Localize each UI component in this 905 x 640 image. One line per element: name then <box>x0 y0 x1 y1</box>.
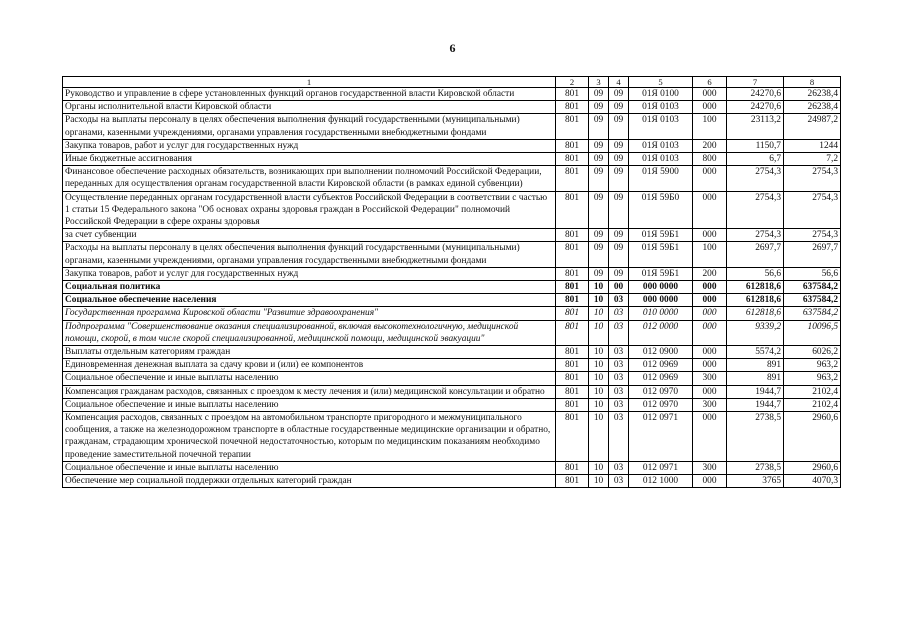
table-row <box>63 166 841 191</box>
header-cell: 1 <box>63 77 556 88</box>
subsection-cell: 09 <box>609 153 629 166</box>
row-name-cell: Единовременная денежная выплата за сдачу крови и (или) ее компонентов <box>63 359 556 372</box>
row-name-cell: Закупка товаров, работ и услуг для государственных нужд <box>63 139 556 152</box>
table-row <box>63 191 841 229</box>
target-item-cell: 01Я 0103 <box>629 114 693 139</box>
target-item-cell: 012 0900 <box>629 346 693 359</box>
gov-code-cell: 801 <box>556 88 589 101</box>
table-row <box>63 139 841 152</box>
expense-type-cell: 000 <box>693 229 727 242</box>
section-cell: 10 <box>589 359 609 372</box>
amount-col7-cell: 1150,7 <box>727 139 784 152</box>
section-cell: 10 <box>589 294 609 307</box>
target-item-cell: 01Я 59Б1 <box>629 229 693 242</box>
amount-col7-cell: 56,6 <box>727 267 784 280</box>
amount-col8-cell: 6026,2 <box>784 346 841 359</box>
gov-code-cell: 801 <box>556 461 589 474</box>
gov-code-cell: 801 <box>556 229 589 242</box>
amount-col7-cell: 2754,3 <box>727 229 784 242</box>
gov-code-cell: 801 <box>556 139 589 152</box>
target-item-cell: 000 0000 <box>629 281 693 294</box>
table-row <box>63 320 841 345</box>
subsection-cell: 09 <box>609 242 629 267</box>
table-row <box>63 153 841 166</box>
amount-col7-cell: 2738,5 <box>727 412 784 462</box>
row-name-cell: Социальное обеспечение и иные выплаты населению <box>63 372 556 385</box>
expense-type-cell: 100 <box>693 242 727 267</box>
amount-col8-cell: 7,2 <box>784 153 841 166</box>
expense-type-cell: 000 <box>693 281 727 294</box>
subsection-cell: 00 <box>609 281 629 294</box>
amount-col8-cell: 963,2 <box>784 372 841 385</box>
amount-col8-cell: 26238,4 <box>784 88 841 101</box>
row-name-cell: Подпрограмма "Совершенствование оказания специализированной, включая высокотехнологичную, медицинской помощи, скорой, в том числе скорой специализированной, медицинской помощи, медицинской эвакуации" <box>63 320 556 345</box>
header-cell: 3 <box>589 77 609 88</box>
amount-col8-cell: 2960,6 <box>784 461 841 474</box>
table-row <box>63 359 841 372</box>
amount-col8-cell: 56,6 <box>784 267 841 280</box>
header-cell: 2 <box>556 77 589 88</box>
target-item-cell: 01Я 0100 <box>629 88 693 101</box>
section-cell: 09 <box>589 153 609 166</box>
amount-col8-cell: 2754,3 <box>784 166 841 191</box>
section-cell: 10 <box>589 346 609 359</box>
row-name-cell: Финансовое обеспечение расходных обязательств, возникающих при выполнении полномочий Российской Федерации, переданных для осуществления органам государственной власти Кировской области (в рамках единой субвенции) <box>63 166 556 191</box>
amount-col8-cell: 2697,7 <box>784 242 841 267</box>
subsection-cell: 03 <box>609 320 629 345</box>
expense-type-cell: 000 <box>693 191 727 229</box>
row-name-cell: Компенсация гражданам расходов, связанных с проездом к месту лечения и (или) медицинской консультации и обратно <box>63 385 556 398</box>
amount-col7-cell: 9339,2 <box>727 320 784 345</box>
amount-col8-cell: 24987,2 <box>784 114 841 139</box>
amount-col7-cell: 5574,2 <box>727 346 784 359</box>
section-cell: 10 <box>589 320 609 345</box>
expense-type-cell: 300 <box>693 461 727 474</box>
gov-code-cell: 801 <box>556 372 589 385</box>
amount-col8-cell: 963,2 <box>784 359 841 372</box>
section-cell: 10 <box>589 307 609 320</box>
expense-type-cell: 300 <box>693 372 727 385</box>
table-row <box>63 475 841 488</box>
row-name-cell: Социальная политика <box>63 281 556 294</box>
amount-col8-cell: 4070,3 <box>784 475 841 488</box>
expense-type-cell: 200 <box>693 139 727 152</box>
row-name-cell: за счет субвенции <box>63 229 556 242</box>
section-cell: 09 <box>589 139 609 152</box>
section-cell: 10 <box>589 475 609 488</box>
amount-col8-cell: 10096,5 <box>784 320 841 345</box>
gov-code-cell: 801 <box>556 294 589 307</box>
gov-code-cell: 801 <box>556 166 589 191</box>
gov-code-cell: 801 <box>556 114 589 139</box>
section-cell: 09 <box>589 242 609 267</box>
amount-col7-cell: 24270,6 <box>727 101 784 114</box>
table-row <box>63 385 841 398</box>
table-row <box>63 398 841 411</box>
target-item-cell: 01Я 59Б0 <box>629 191 693 229</box>
section-cell: 10 <box>589 372 609 385</box>
expense-type-cell: 000 <box>693 88 727 101</box>
expense-type-cell: 000 <box>693 385 727 398</box>
table-row <box>63 114 841 139</box>
subsection-cell: 03 <box>609 359 629 372</box>
target-item-cell: 012 0969 <box>629 359 693 372</box>
section-cell: 10 <box>589 281 609 294</box>
gov-code-cell: 801 <box>556 281 589 294</box>
row-name-cell: Социальное обеспечение и иные выплаты населению <box>63 398 556 411</box>
row-name-cell: Иные бюджетные ассигнования <box>63 153 556 166</box>
budget-table <box>62 76 841 488</box>
amount-col7-cell: 6,7 <box>727 153 784 166</box>
section-cell: 10 <box>589 412 609 462</box>
table-row <box>63 294 841 307</box>
table-row <box>63 267 841 280</box>
target-item-cell: 012 1000 <box>629 475 693 488</box>
amount-col8-cell: 2102,4 <box>784 385 841 398</box>
amount-col8-cell: 2102,4 <box>784 398 841 411</box>
amount-col8-cell: 2754,3 <box>784 191 841 229</box>
amount-col8-cell: 637584,2 <box>784 294 841 307</box>
subsection-cell: 03 <box>609 307 629 320</box>
gov-code-cell: 801 <box>556 101 589 114</box>
row-name-cell: Расходы на выплаты персоналу в целях обеспечения выполнения функций государственными (муниципальными) органами, казенными учреждениями, органами управления государственными внебюджетными фондами <box>63 114 556 139</box>
page-number: 6 <box>449 41 456 55</box>
target-item-cell: 010 0000 <box>629 307 693 320</box>
section-cell: 09 <box>589 191 609 229</box>
amount-col8-cell: 26238,4 <box>784 101 841 114</box>
expense-type-cell: 300 <box>693 398 727 411</box>
expense-type-cell: 000 <box>693 307 727 320</box>
row-name-cell: Закупка товаров, работ и услуг для государственных нужд <box>63 267 556 280</box>
subsection-cell: 03 <box>609 346 629 359</box>
subsection-cell: 03 <box>609 412 629 462</box>
gov-code-cell: 801 <box>556 320 589 345</box>
header-cell: 5 <box>629 77 693 88</box>
target-item-cell: 012 0969 <box>629 372 693 385</box>
amount-col8-cell: 2960,6 <box>784 412 841 462</box>
header-cell: 7 <box>727 77 784 88</box>
amount-col7-cell: 2754,3 <box>727 191 784 229</box>
subsection-cell: 03 <box>609 461 629 474</box>
expense-type-cell: 000 <box>693 359 727 372</box>
gov-code-cell: 801 <box>556 307 589 320</box>
gov-code-cell: 801 <box>556 346 589 359</box>
expense-type-cell: 800 <box>693 153 727 166</box>
table-row <box>63 412 841 462</box>
amount-col7-cell: 2754,3 <box>727 166 784 191</box>
expense-type-cell: 000 <box>693 294 727 307</box>
gov-code-cell: 801 <box>556 385 589 398</box>
row-name-cell: Расходы на выплаты персоналу в целях обеспечения выполнения функций государственными (муниципальными) органами, казенными учреждениями, органами управления государственными внебюджетными фондами <box>63 242 556 267</box>
gov-code-cell: 801 <box>556 475 589 488</box>
subsection-cell: 03 <box>609 372 629 385</box>
table-row <box>63 372 841 385</box>
row-name-cell: Государственная программа Кировской области "Развитие здравоохранения" <box>63 307 556 320</box>
amount-col8-cell: 1244 <box>784 139 841 152</box>
gov-code-cell: 801 <box>556 153 589 166</box>
row-name-cell: Руководство и управление в сфере установленных функций органов государственной власти Кировской области <box>63 88 556 101</box>
section-cell: 10 <box>589 461 609 474</box>
target-item-cell: 012 0000 <box>629 320 693 345</box>
table-row <box>63 461 841 474</box>
target-item-cell: 012 0971 <box>629 461 693 474</box>
subsection-cell: 09 <box>609 229 629 242</box>
row-name-cell: Компенсация расходов, связанных с проездом на автомобильном транспорте пригородного и межмуниципального сообщения, а также на железнодорожном транспорте в областные государственные медицинские организации и обратно, гражданам, страдающим хронической почечной недостаточностью, которым по медицинским показаниям необходимо проведение заместительной почечной терапии <box>63 412 556 462</box>
amount-col7-cell: 3765 <box>727 475 784 488</box>
section-cell: 10 <box>589 398 609 411</box>
table-row <box>63 307 841 320</box>
target-item-cell: 01Я 59Б1 <box>629 267 693 280</box>
subsection-cell: 09 <box>609 88 629 101</box>
target-item-cell: 01Я 0103 <box>629 139 693 152</box>
expense-type-cell: 000 <box>693 475 727 488</box>
expense-type-cell: 200 <box>693 267 727 280</box>
target-item-cell: 01Я 0103 <box>629 101 693 114</box>
table-row <box>63 229 841 242</box>
subsection-cell: 03 <box>609 385 629 398</box>
section-cell: 09 <box>589 114 609 139</box>
amount-col7-cell: 891 <box>727 359 784 372</box>
amount-col7-cell: 23113,2 <box>727 114 784 139</box>
section-cell: 09 <box>589 267 609 280</box>
target-item-cell: 000 0000 <box>629 294 693 307</box>
target-item-cell: 012 0971 <box>629 412 693 462</box>
amount-col7-cell: 1944,7 <box>727 385 784 398</box>
expense-type-cell: 000 <box>693 346 727 359</box>
gov-code-cell: 801 <box>556 412 589 462</box>
amount-col8-cell: 637584,2 <box>784 281 841 294</box>
section-cell: 09 <box>589 88 609 101</box>
table-row <box>63 346 841 359</box>
header-cell: 8 <box>784 77 841 88</box>
amount-col8-cell: 637584,2 <box>784 307 841 320</box>
row-name-cell: Осуществление переданных органам государственной власти субъектов Российской Федерации в соответствии с частью 1 статьи 15 Федерального закона "Об основах охраны здоровья граждан в Российской Федерации" полномочий Российской Федерации в сфере охраны здоровья <box>63 191 556 229</box>
expense-type-cell: 000 <box>693 166 727 191</box>
row-name-cell: Социальное обеспечение населения <box>63 294 556 307</box>
row-name-cell: Выплаты отдельным категориям граждан <box>63 346 556 359</box>
amount-col7-cell: 1944,7 <box>727 398 784 411</box>
table-row <box>63 101 841 114</box>
subsection-cell: 09 <box>609 267 629 280</box>
amount-col7-cell: 2697,7 <box>727 242 784 267</box>
section-cell: 09 <box>589 229 609 242</box>
subsection-cell: 09 <box>609 166 629 191</box>
expense-type-cell: 000 <box>693 101 727 114</box>
subsection-cell: 09 <box>609 114 629 139</box>
header-cell: 4 <box>609 77 629 88</box>
section-cell: 09 <box>589 101 609 114</box>
table-row <box>63 88 841 101</box>
expense-type-cell: 000 <box>693 320 727 345</box>
gov-code-cell: 801 <box>556 242 589 267</box>
row-name-cell: Обеспечение мер социальной поддержки отдельных категорий граждан <box>63 475 556 488</box>
row-name-cell: Социальное обеспечение и иные выплаты населению <box>63 461 556 474</box>
table-row <box>63 281 841 294</box>
subsection-cell: 09 <box>609 101 629 114</box>
subsection-cell: 03 <box>609 398 629 411</box>
header-row <box>63 77 841 88</box>
gov-code-cell: 801 <box>556 398 589 411</box>
amount-col7-cell: 612818,6 <box>727 281 784 294</box>
table-row <box>63 242 841 267</box>
header-cell: 6 <box>693 77 727 88</box>
amount-col7-cell: 24270,6 <box>727 88 784 101</box>
amount-col7-cell: 891 <box>727 372 784 385</box>
subsection-cell: 03 <box>609 475 629 488</box>
amount-col7-cell: 612818,6 <box>727 294 784 307</box>
gov-code-cell: 801 <box>556 191 589 229</box>
gov-code-cell: 801 <box>556 267 589 280</box>
target-item-cell: 012 0970 <box>629 385 693 398</box>
subsection-cell: 09 <box>609 191 629 229</box>
gov-code-cell: 801 <box>556 359 589 372</box>
section-cell: 09 <box>589 166 609 191</box>
target-item-cell: 01Я 0103 <box>629 153 693 166</box>
expense-type-cell: 100 <box>693 114 727 139</box>
amount-col7-cell: 2738,5 <box>727 461 784 474</box>
section-cell: 10 <box>589 385 609 398</box>
subsection-cell: 09 <box>609 139 629 152</box>
target-item-cell: 012 0970 <box>629 398 693 411</box>
target-item-cell: 01Я 59Б1 <box>629 242 693 267</box>
row-name-cell: Органы исполнительной власти Кировской области <box>63 101 556 114</box>
amount-col8-cell: 2754,3 <box>784 229 841 242</box>
subsection-cell: 03 <box>609 294 629 307</box>
amount-col7-cell: 612818,6 <box>727 307 784 320</box>
expense-type-cell: 000 <box>693 412 727 462</box>
target-item-cell: 01Я 5900 <box>629 166 693 191</box>
